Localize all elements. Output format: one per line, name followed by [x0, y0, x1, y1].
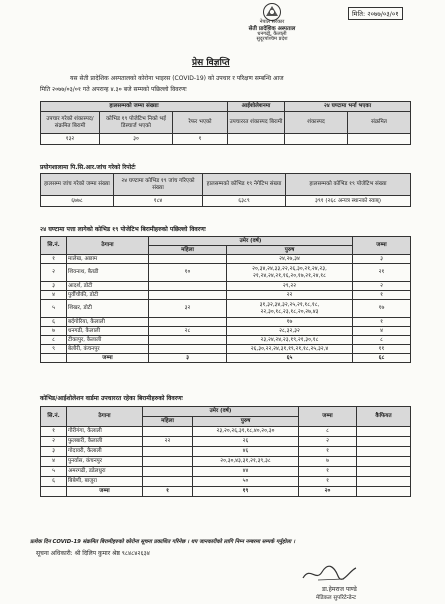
column-header: हालसम्मको कोभिड १९ नेगेटिभ संख्या — [203, 174, 286, 196]
date-label: मिति: २०७७/०३/०१ — [348, 7, 403, 20]
table-cell: १८४ — [114, 196, 203, 207]
column-header: हालसम्मको कोभिड १९ पोजेटिभ संख्या — [286, 174, 411, 196]
column-header-total: जम्मा — [299, 407, 357, 427]
table-row — [41, 336, 411, 345]
org-line: नेपाल सरकार — [259, 19, 285, 25]
group-header-24h: २४ घण्टामा भर्ना भएका — [285, 102, 411, 112]
cell-female — [143, 447, 193, 457]
cell-place: धनगढी, कैलाली — [67, 327, 149, 336]
cell-place: मालेख, अछाम — [67, 255, 149, 264]
group-header-isolation: आईशोलेशनमा — [228, 102, 285, 112]
cell-female: २८ — [149, 327, 227, 336]
cell-total: ३ — [353, 255, 411, 264]
cell-female: १० — [149, 264, 227, 282]
table-cell — [228, 134, 285, 145]
cell-total-male: १९ — [193, 487, 299, 497]
cell-total: १ — [353, 318, 411, 327]
column-header: कोभिड १९ पोजेटिभ निको भई डिस्चार्ज भएको — [100, 112, 173, 134]
cell-sn: ६ — [41, 318, 67, 327]
cell-female — [149, 318, 227, 327]
table-cell — [285, 134, 348, 145]
table-row — [41, 327, 411, 336]
cell-female — [143, 477, 193, 487]
table-row — [41, 467, 411, 477]
column-header-remarks: कैफियत — [357, 407, 411, 427]
column-header: उपचार गरेको शंकास्पद/संक्रमित बिरामी — [41, 112, 100, 134]
column-header-female: महिला — [149, 246, 227, 255]
cell-sn: ६ — [41, 477, 67, 487]
org-line: सेती प्रादेशिक अस्पताल — [248, 25, 296, 32]
cell-remarks — [357, 457, 411, 467]
footer-note: प्रत्येक दिन COVID-19 संक्रमित बिरामीहरुको कोरोना सूचना प्रकाशित गरिनेछ । थप जानकारीको लागि निम्न नम्बरमा सम्पर्क गर्नुहोला । — [30, 539, 296, 545]
cell-grand-total: ६८ — [353, 354, 411, 363]
cell-place: बर्दगोरिया, कैलाली — [67, 318, 149, 327]
column-header: उपचाररत शंकास्पद बिरामी — [228, 112, 285, 134]
table-row — [41, 291, 411, 300]
column-header-male: पुरुष — [193, 417, 299, 427]
cell-total: २१ — [353, 264, 411, 282]
cell-place: बेलौरी, कंचनपुर — [67, 345, 149, 354]
cell-female: २२ — [143, 437, 193, 447]
cell-total: ११ — [353, 345, 411, 354]
column-header-female: महिला — [143, 417, 193, 427]
cell-place: टीकापुर, कैलाली — [67, 336, 149, 345]
cell-remarks — [357, 437, 411, 447]
cell-total-female: ३ — [149, 354, 227, 363]
column-header-total: जम्मा — [353, 237, 411, 255]
cell-male: ४६ — [193, 447, 299, 457]
table-row — [41, 282, 411, 291]
cell-total: १ — [299, 447, 357, 457]
cell-sn: ७ — [41, 327, 67, 336]
cell-sn: ८ — [41, 336, 67, 345]
cell-remarks — [357, 427, 411, 437]
table-row — [41, 457, 411, 467]
intro-line-2: मिति २०७७/०३/०१ गते अपरान्ह ४.३० बजे सम्मको पछिल्लो विवरणः — [40, 86, 187, 93]
cell-male: २३,२०,२६,३१,१८,४०,२०,३० — [193, 427, 299, 437]
cell-total: १ — [353, 291, 411, 300]
isolation-table — [40, 406, 411, 497]
cell-sn: ४ — [41, 457, 67, 467]
org-line: सुदूरपश्चिम प्रदेश — [256, 36, 288, 42]
cell-place: गौरीगंगा, कैलाली — [67, 427, 143, 437]
column-header-male: पुरुष — [227, 246, 353, 255]
table-row — [41, 255, 411, 264]
cell-male: २६ — [193, 437, 299, 447]
cell-female — [143, 467, 193, 477]
cell-remarks — [357, 467, 411, 477]
column-header: हालसम्म जांच गरेको जम्मा संख्या — [41, 174, 114, 196]
table-row — [41, 427, 411, 437]
cell-sn — [41, 487, 67, 497]
cell-male: १७ — [227, 318, 353, 327]
section-label-isolation: कोभिड/आईशोलेशन वार्डमा उपचाररत रहेका बिरामीहरुको विवरणः — [40, 395, 183, 402]
table-cell: ६७७८ — [41, 196, 114, 207]
cell-total: ८ — [299, 427, 357, 437]
table-row — [41, 345, 411, 354]
cell-place: अमरगढी, डडेलधुरा — [67, 467, 143, 477]
total-row — [41, 487, 411, 497]
cell-total: २ — [353, 282, 411, 291]
cell-total: १ — [299, 467, 357, 477]
cell-sn: १ — [41, 427, 67, 437]
organization-block — [236, 20, 308, 43]
cell-female — [143, 427, 193, 437]
cell-total: १ — [299, 477, 357, 487]
cell-male-line: ३१,३२,३४,३२,२५,२१,१८,१८, — [259, 302, 320, 308]
org-line: धनगढी, कैलाली — [257, 30, 287, 37]
cell-male: २२ — [227, 291, 353, 300]
cell-sn: २ — [41, 264, 67, 282]
cell-female — [149, 345, 227, 354]
cell-male: ४४ — [193, 467, 299, 477]
cell-total: ४ — [353, 327, 411, 336]
cell-remarks — [357, 447, 411, 457]
cell-male — [227, 300, 353, 318]
table-row — [41, 318, 411, 327]
cell-male: २८,३२,३२ — [227, 327, 353, 336]
cell-male — [227, 264, 353, 282]
table-row — [41, 437, 411, 447]
table-row — [41, 447, 411, 457]
cell-male: २६,३०,२२,२४,३१,१९,२१,१८,२५,३२,४ — [227, 345, 353, 354]
cell-total: ७ — [299, 457, 357, 467]
column-header: संक्रमित — [348, 112, 411, 134]
table-row — [41, 477, 411, 487]
cell-sn: ३ — [41, 447, 67, 457]
info-officer: सूचना अधिकारी: श्री दिलिप कुमार श्रेष्ठ ९८४८४२६३४ — [36, 550, 150, 557]
cell-place: बिबेणी, बाजुरा — [67, 477, 143, 487]
cell-remarks — [357, 477, 411, 487]
cell-female — [149, 336, 227, 345]
cell-total: १७ — [353, 300, 411, 318]
cell-female — [149, 291, 227, 300]
cell-male: २०,३०,४३,३१,२१,३९,३८ — [193, 457, 299, 467]
column-header: २४ घण्टामा कोभिड १९ जांच गरिएको संख्या — [114, 174, 203, 196]
table-cell: ३९१ (२६८ अन्यत्र स्थानको स्वाब्) — [286, 196, 411, 207]
pcr-table — [40, 173, 411, 207]
cell-sn: ५ — [41, 300, 67, 318]
column-header-place: ठेगाना — [67, 237, 149, 255]
cell-sn: २ — [41, 437, 67, 447]
cell-grand-total: २० — [299, 487, 357, 497]
cell-total-label: जम्मा — [67, 487, 143, 497]
cell-male: २९,२२ — [227, 282, 353, 291]
column-header-sn: सि.नं. — [41, 237, 67, 255]
cell-place: पुनर्वास, कंचनपुर — [67, 457, 143, 467]
section-label-24h-positive: २४ घण्टामा पत्ता लागेको कोभिड १९ पोजेटिभ बिरामीहरुको पछिल्लो विवरणः — [40, 226, 206, 233]
cell-female — [149, 255, 227, 264]
cell-remarks — [357, 487, 411, 497]
cell-male-line: २१,२४,२४,२१,१६,२०,१७,२१,२४,१८ — [253, 272, 326, 279]
page-title: प्रेस विज्ञप्ति — [192, 58, 230, 68]
table-cell: १ — [173, 134, 228, 145]
cell-male: ५० — [193, 477, 299, 487]
cell-total: २ — [299, 437, 357, 447]
signature-name: डा.हेमराज पाण्डे — [322, 586, 357, 593]
table-row — [41, 300, 411, 318]
group-header-total: हालसम्मको जम्मा संख्याः — [41, 102, 228, 112]
cell-sn: १ — [41, 255, 67, 264]
table-cell: १३२ — [41, 134, 100, 145]
cell-place: फुलबारी, कैलाली — [67, 437, 143, 447]
cell-male-line: २२,३०,१८,२३,१८,२०,२७,४३ — [260, 308, 319, 315]
total-row — [41, 354, 411, 363]
column-header-place: ठेगाना — [67, 407, 143, 427]
table-cell: ६३८९ — [203, 196, 286, 207]
cell-place: गोदावरी, कैलाली — [67, 447, 143, 457]
cell-male: २३,२४,२४,२३,१९,२१,३०,१८ — [227, 336, 353, 345]
cell-sn — [41, 354, 67, 363]
signature — [300, 562, 360, 584]
cell-male-line: २०,३४,२४,३३,२२,२६,३०,२१,२४,२३, — [252, 266, 327, 272]
column-header-age: उमेर (वर्ष) — [143, 407, 299, 417]
column-header: शंकास्पद — [285, 112, 348, 134]
cell-sn: ३ — [41, 282, 67, 291]
section-label-pcr: प्रयोगशालामा पि.सि.आर.जांच गरेको रिपोर्टः — [40, 164, 136, 171]
column-header-age: उमेर (वर्ष) — [149, 237, 353, 246]
cell-sn: ५ — [41, 467, 67, 477]
cell-total-female: १ — [143, 487, 193, 497]
signature-title: मेडिकल सुपरिटेन्डेन्ट — [316, 595, 357, 601]
cell-total-male: ६५ — [227, 354, 353, 363]
intro-line-1: यस सेती प्रादेशिक अस्पतालको कोरोना भाइरस (COVID-19) को उपचार र परिक्षण सम्बन्धि आज — [70, 75, 284, 82]
cell-female: ३२ — [149, 300, 227, 318]
cell-sn: ४ — [41, 291, 67, 300]
column-header: रेफर भएको — [173, 112, 228, 134]
cell-place: आदर्श, डोटी — [67, 282, 149, 291]
table-row — [41, 264, 411, 282]
cell-male: २४,२७,३४ — [227, 255, 353, 264]
cell-sn: ९ — [41, 345, 67, 354]
positive-cases-table — [40, 236, 411, 363]
cell-place: शिवनाथ, बैतडी — [67, 264, 149, 282]
cell-total: ८ — [353, 336, 411, 345]
cell-place: पुर्वीचौकी, डोटी — [67, 291, 149, 300]
cell-female — [143, 457, 193, 467]
cell-place: शिखर, डोटी — [67, 300, 149, 318]
cell-total-label: जम्मा — [67, 354, 149, 363]
cell-female — [149, 282, 227, 291]
column-header-sn: सि.नं. — [41, 407, 67, 427]
summary-table — [40, 101, 411, 145]
table-cell — [348, 134, 411, 145]
table-cell: ३० — [100, 134, 173, 145]
